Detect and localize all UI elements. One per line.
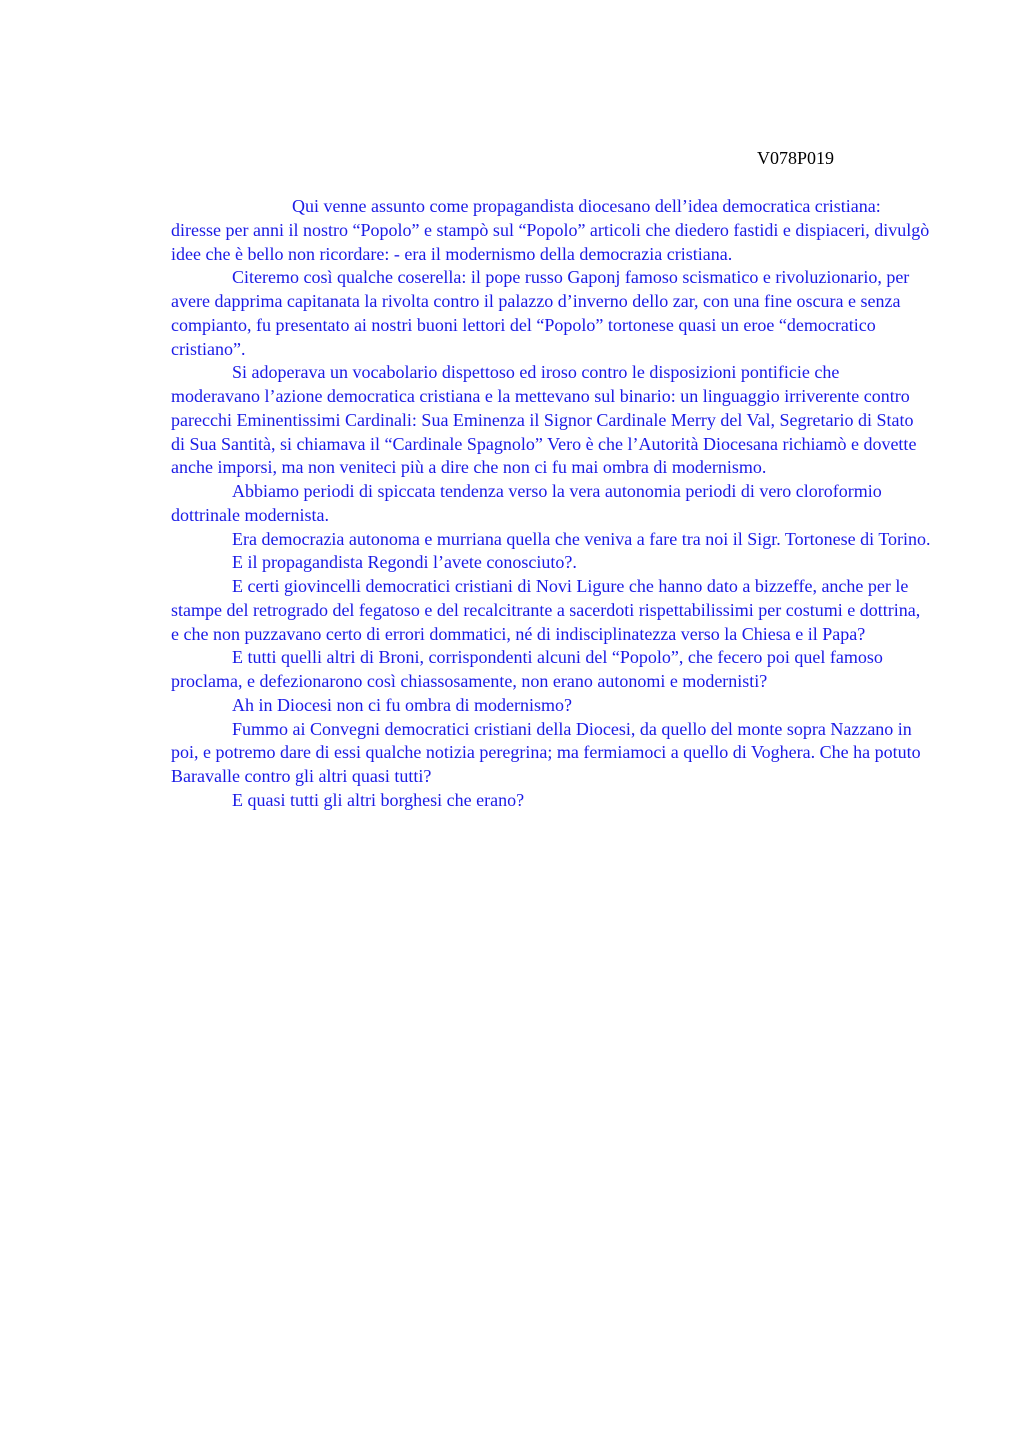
page-identifier: V078P019 <box>757 148 835 168</box>
paragraph: E il propagandista Regondi l’avete conosciuto?. <box>232 552 577 573</box>
paragraph: E tutti quelli altri di Broni, corrispondenti alcuni del “Popolo”, che fecero poi quel famoso proclama, e defezionarono così chiassosamente, non erano autonomi e modernisti? <box>171 647 883 691</box>
paragraph: E certi giovincelli democratici cristiani di Novi Ligure che hanno dato a bizzeffe, anche per le stampe del retrogrado del fegatoso e del recalcitrante a sacerdoti rispettabilissimi per costumi e dottrina, e che non puzzavano certo di errori dommatici, né di indisciplinatezza verso la Chiesa e il Papa? <box>171 576 921 644</box>
paragraph: Fummo ai Convegni democratici cristiani della Diocesi, da quello del monte sopra Nazzano in poi, e potremo dare di essi qualche notizia peregrina; ma fermiamoci a quello di Voghera. Che ha potuto Baravalle contro gli altri quasi tutti? <box>171 718 921 786</box>
document-body <box>171 195 931 813</box>
paragraph: Abbiamo periodi di spiccata tendenza verso la vera autonomia periodi di vero cloroformio dottrinale modernista. <box>171 481 882 525</box>
paragraph: Qui venne assunto come propagandista diocesano dell’idea democratica cristiana: diresse per anni il nostro “Popolo” e stampò sul “Popolo” articoli che diedero fastidi e dispiaceri, divulgò idee che è bello non ricordare: - era il modernismo della democrazia cristiana. <box>171 196 930 264</box>
paragraph: Citeremo così qualche coserella: il pope russo Gaponj famoso scismatico e rivoluzionario, per avere dapprima capitanata la rivolta contro il palazzo d’inverno dello zar, con una fine oscura e senza compianto, fu presentato ai nostri buoni lettori del “Popolo” tortonese quasi un eroe “democratico cristiano”. <box>171 267 910 359</box>
paragraph: Era democrazia autonoma e murriana quella che veniva a fare tra noi il Sigr. Tortonese di Torino. <box>232 528 931 549</box>
paragraph: E quasi tutti gli altri borghesi che erano? <box>232 789 525 810</box>
paragraph: Si adoperava un vocabolario dispettoso ed iroso contro le disposizioni pontificie che moderavano l’azione democratica cristiana e la mettevano sul binario: un linguaggio irriverente contro parecchi Eminentissimi Cardinali: Sua Eminenza il Signor Cardinale Merry del Val, Segretario di Stato di Sua Santità, si chiamava il “Cardinale Spagnolo” Vero è che l’Autorità Diocesana richiamò e dovette anche imporsi, ma non veniteci più a dire che non ci fu mai ombra di modernismo. <box>171 362 917 478</box>
paragraph: Ah in Diocesi non ci fu ombra di modernismo? <box>232 694 572 715</box>
